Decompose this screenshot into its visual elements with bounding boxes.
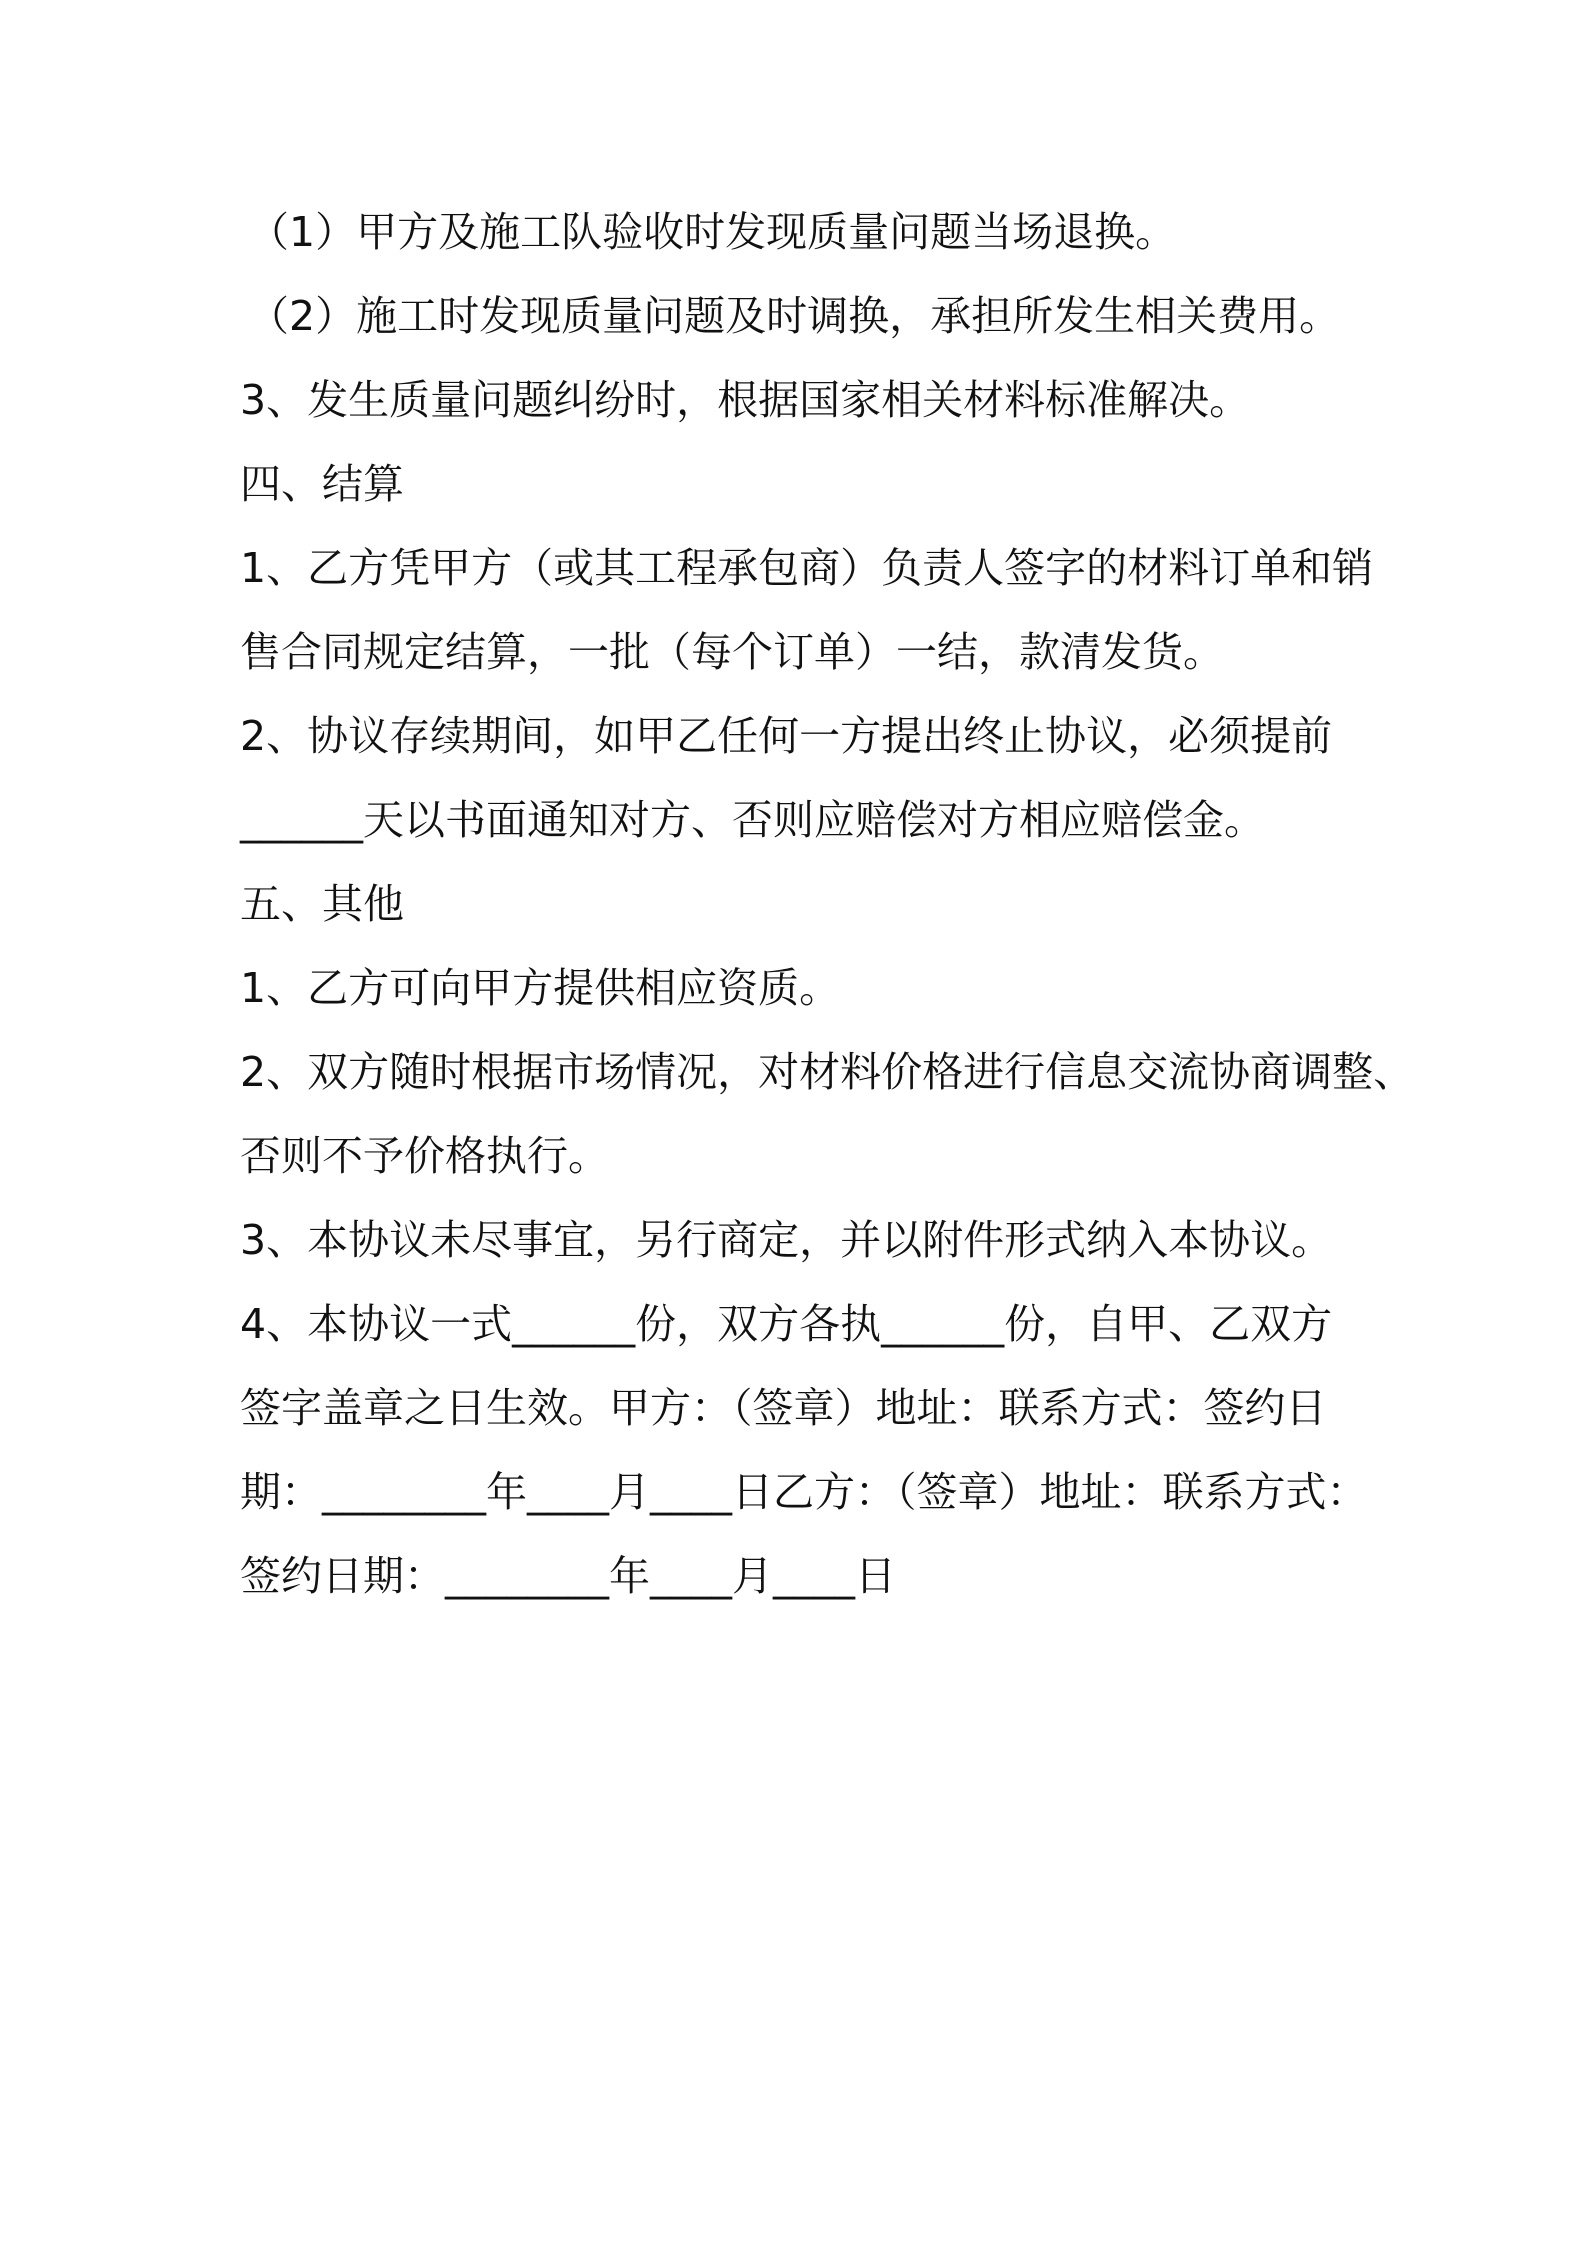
clause-quality-return-on-acceptance: （1）甲方及施工队验收时发现质量问题当场退换。: [248, 208, 1177, 256]
clause-settlement-basis-cont: 售合同规定结算，一批（每个订单）一结，款清发货。: [240, 628, 1224, 676]
signature-date-party-b: 签约日期：________年____月____日: [240, 1552, 896, 1600]
document-body: [240, 190, 1415, 1618]
clause-termination-notice-cont: ______天以书面通知对方、否则应赔偿对方相应赔偿金。: [240, 796, 1265, 844]
signature-block-party-b: 期：________年____月____日乙方：（签章）地址：联系方式：: [240, 1468, 1368, 1516]
clause-copies: 4、本协议一式______份，双方各执______份，自甲、乙双方: [240, 1300, 1333, 1348]
signature-block-party-a: 签字盖章之日生效。甲方：（签章）地址：联系方式：签约日: [240, 1384, 1327, 1432]
clause-quality-dispute: 3、发生质量问题纠纷时，根据国家相关材料标准解决。: [240, 376, 1251, 424]
clause-settlement-basis: 1、乙方凭甲方（或其工程承包商）负责人签字的材料订单和销: [240, 544, 1374, 592]
clause-quality-exchange-during-construction: （2）施工时发现质量问题及时调换，承担所发生相关费用。: [248, 292, 1341, 340]
clause-price-adjustment-cont: 否则不予价格执行。: [240, 1132, 609, 1180]
clause-price-adjustment: 2、双方随时根据市场情况，对材料价格进行信息交流协商调整、: [240, 1048, 1415, 1096]
section-heading-other: 五、其他: [240, 880, 404, 928]
clause-termination-notice: 2、协议存续期间，如甲乙任何一方提出终止协议，必须提前: [240, 712, 1333, 760]
section-heading-settlement: 四、结算: [240, 460, 404, 508]
clause-qualification: 1、乙方可向甲方提供相应资质。: [240, 964, 841, 1012]
clause-unresolved-matters: 3、本协议未尽事宜，另行商定，并以附件形式纳入本协议。: [240, 1216, 1333, 1264]
